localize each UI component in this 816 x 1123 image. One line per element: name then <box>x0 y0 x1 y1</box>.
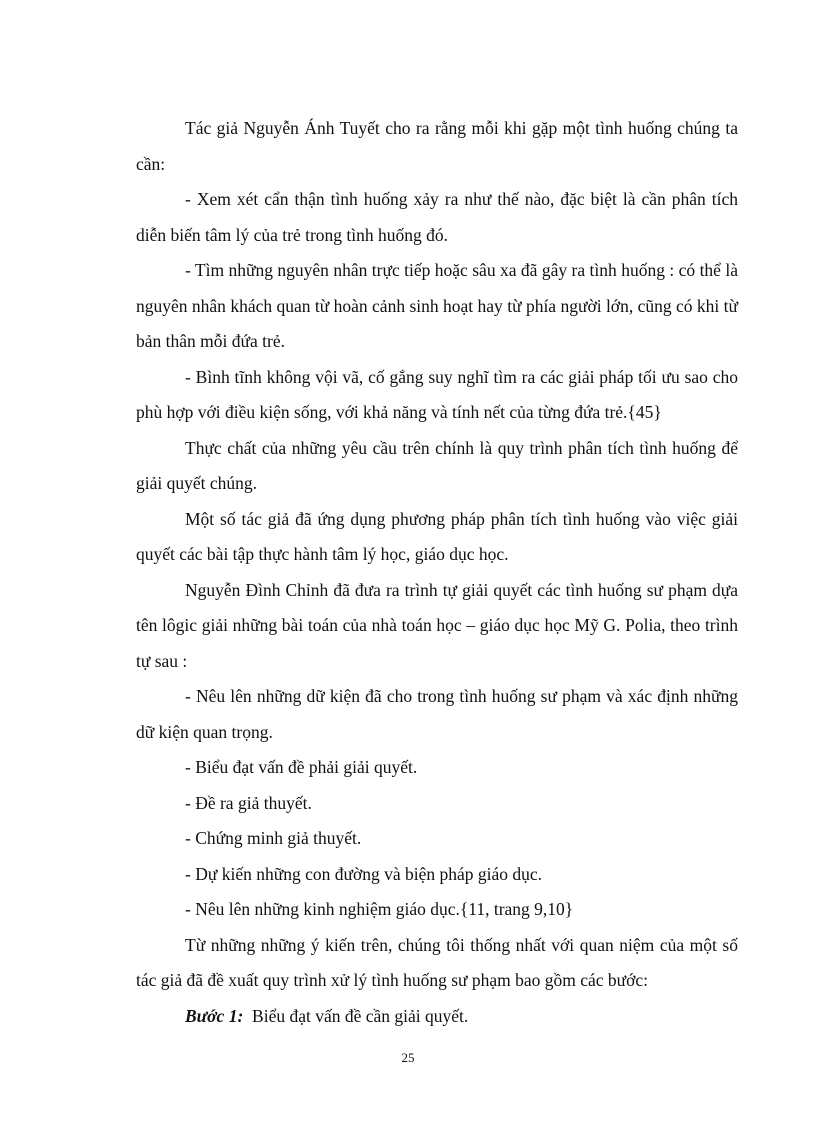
paragraph-bullet-measures: - Dự kiến những con đường và biện pháp giáo dục. <box>185 863 543 884</box>
paragraph-bullet-data: - Nêu lên những dữ kiện đã cho trong tình huống sư phạm và xác định những dữ kiện quan trọng. <box>136 686 738 742</box>
paragraph-bullet-experience: - Nêu lên những kinh nghiệm giáo dục.{11, trang 9,10} <box>185 899 574 919</box>
paragraph-bullet-hypothesis: - Đề ra giả thuyết. <box>185 792 312 813</box>
paragraph-bullet-examine: - Xem xét cẩn thận tình huống xảy ra như thế nào, đặc biệt là cần phân tích diễn biến tâm lý của trẻ trong tình huống đó. <box>136 189 738 245</box>
paragraph-polia-sequence: Nguyễn Đình Chỉnh đã đưa ra trình tự giải quyết các tình huống sư phạm dựa tên lôgic giải những bài toán của nhà toán học – giáo dục học Mỹ G. Polia, theo trình tự sau : <box>136 579 738 671</box>
paragraph-conclusion: Từ những những ý kiến trên, chúng tôi thống nhất với quan niệm của một số tác giả đã đề xuất quy trình xử lý tình huống sư phạm bao gồm các bước: <box>136 934 738 990</box>
paragraph-essence: Thực chất của những yêu cầu trên chính là quy trình phân tích tình huống để giải quyết chúng. <box>136 437 738 493</box>
page-body <box>136 111 738 1034</box>
paragraph-applied-method: Một số tác giả đã ứng dụng phương pháp phân tích tình huống vào việc giải quyết các bài tập thực hành tâm lý học, giáo dục học. <box>136 508 738 564</box>
page-number: 25 <box>401 1050 415 1065</box>
paragraph-bullet-proof: - Chứng minh giả thuyết. <box>185 828 362 848</box>
step-label: Bước 1: <box>185 1005 244 1026</box>
paragraph-bullet-causes: - Tìm những nguyên nhân trực tiếp hoặc sâu xa đã gây ra tình huống : có thể là nguyên nhân khách quan từ hoàn cảnh sinh hoạt hay từ phía người lớn, cũng có khi từ bản thân mỗi đứa trẻ. <box>136 260 738 351</box>
paragraph-bullet-solutions: - Bình tĩnh không vội vã, cố gắng suy nghĩ tìm ra các giải pháp tối ưu sao cho phù hợp với điều kiện sống, với khả năng và tính nết của từng đứa trẻ.{45} <box>136 366 738 422</box>
paragraph-step-one <box>136 999 738 1035</box>
step-text: Biểu đạt vấn đề cần giải quyết. <box>252 1005 469 1026</box>
paragraph-intro: Tác giả Nguyễn Ánh Tuyết cho ra rằng mỗi khi gặp một tình huống chúng ta cần: <box>136 118 738 174</box>
paragraph-bullet-problem: - Biểu đạt vấn đề phải giải quyết. <box>185 757 418 777</box>
